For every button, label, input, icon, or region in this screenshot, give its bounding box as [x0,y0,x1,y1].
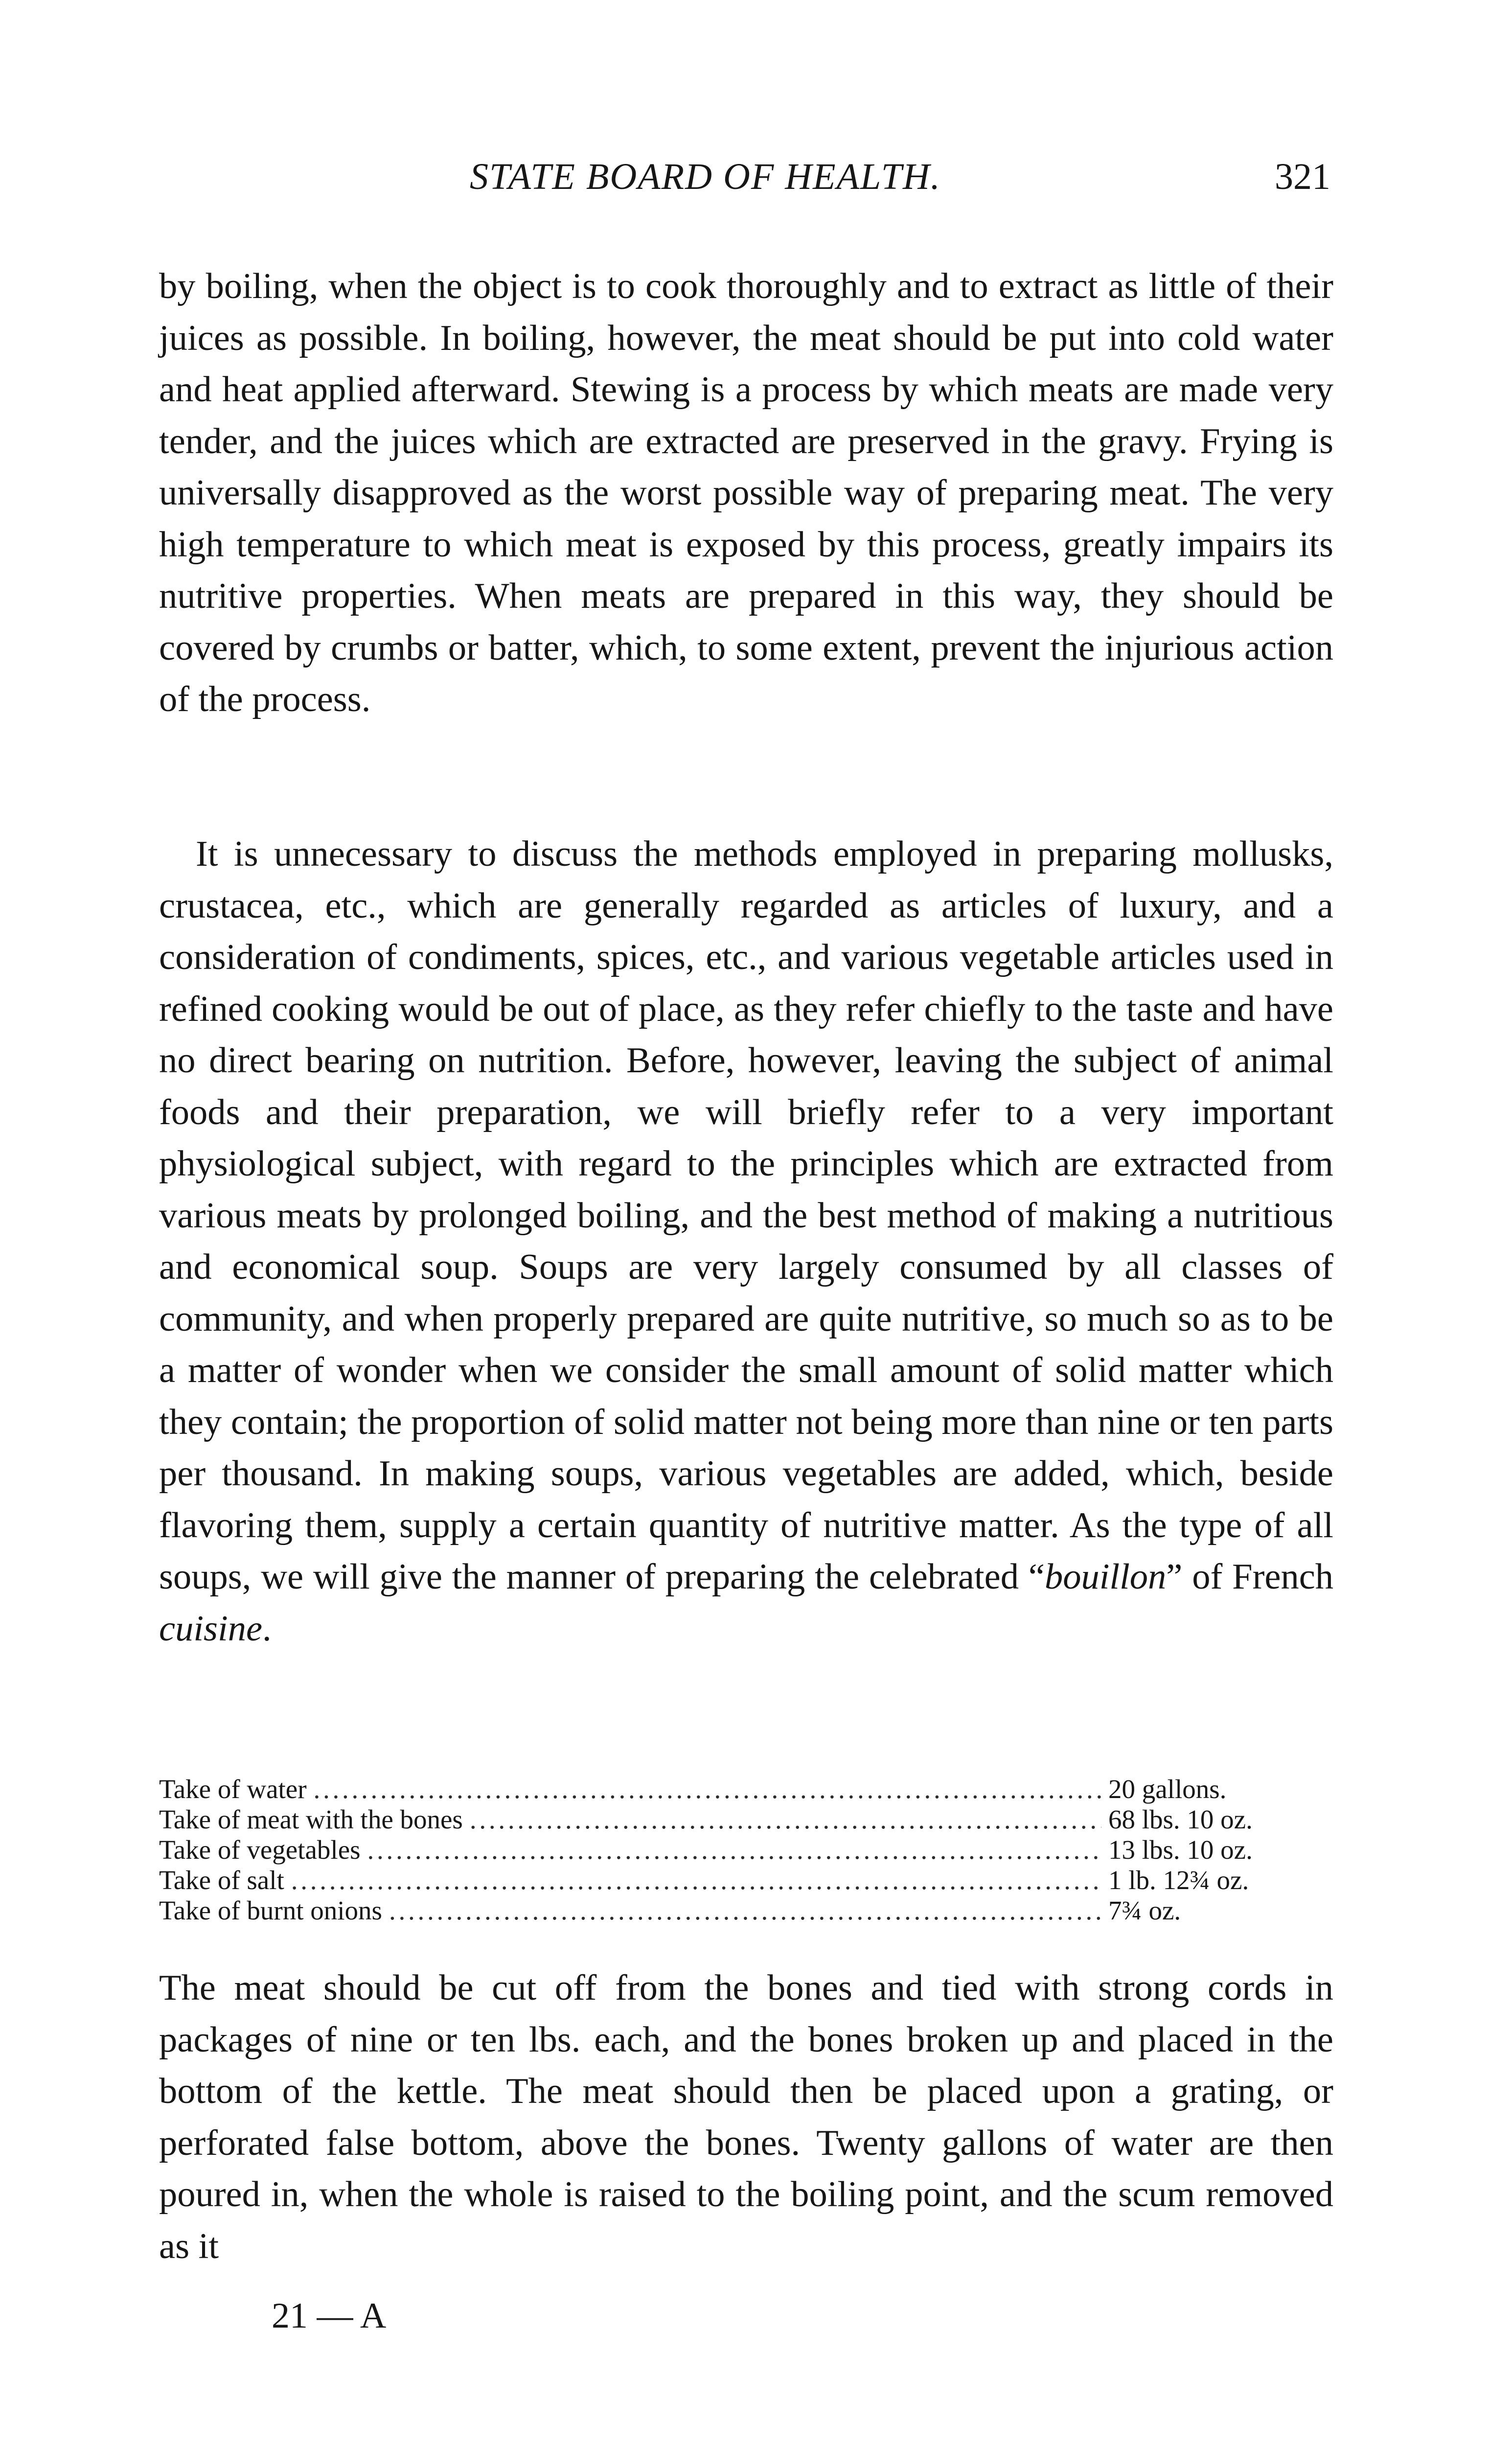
paragraph-2-middle: of French [1182,1557,1334,1597]
signature-mark: 21 — A [272,2296,387,2336]
recipe-row [159,1865,1333,1895]
paragraph-1: by boiling, when the object is to cook thoroughly and to extract as little of their juices as possible. In boiling, however, the meat should be put into cold water and heat applied afterward. Stewing is a process by which meats are made very tender, and the juices which are extracted are preserved in the gravy. Frying is universally disapproved as the worst possible way of preparing meat. The very high temperature to which meat is exposed by this process, greatly impairs its nutritive properties. When meats are prepared in this way, they should be covered by crumbs or batter, which, to some extent, prevent the injurious action of the process. [159,266,1333,719]
quote-open: “ [1028,1557,1045,1597]
dot-leader [470,1804,1101,1835]
running-title: STATE BOARD OF HEALTH. [470,156,941,197]
term-bouillon: bouillon [1044,1557,1167,1597]
recipe-row [159,1835,1333,1865]
recipe-quantity: 7¾ oz. [1108,1895,1181,1925]
recipe-item: Take of burnt onions [159,1895,382,1925]
paragraph-2 [159,829,1333,1655]
recipe-quantity: 13 lbs. 10 oz. [1108,1835,1253,1865]
recipe-quantity: 1 lb. 12¾ oz. [1108,1865,1249,1895]
term-cuisine: cuisine [159,1608,263,1649]
page-number: 321 [1275,156,1330,197]
recipe-item: Take of water [159,1774,307,1804]
recipe-item: Take of vegetables [159,1835,361,1865]
recipe-item: Take of salt [159,1865,284,1895]
recipe-quantity: 20 gallons. [1108,1774,1227,1804]
dot-leader [367,1835,1101,1865]
dot-leader [389,1895,1101,1926]
paragraph-3: The meat should be cut off from the bones and tied with strong cords in packages of nine or ten lbs. each, and the bones broken up and placed in the bottom of the kettle. The meat should then be placed upon a grating, or perforated false bottom, above the bones. Twenty gallons of water are then poured in, when the whole is raised to the boiling point, and the scum removed as it [159,1968,1333,2266]
recipe-row [159,1774,1333,1804]
recipe-row [159,1895,1333,1926]
recipe-row [159,1804,1333,1835]
paragraph-2-text: It is unnecessary to discuss the methods employed in preparing mollusks, crustacea, etc., which are generally regarded as articles of luxury, and a consideration of condiments, spices, etc., and various vegetable articles used in refined cooking would be out of place, as they refer chiefly to the taste and have no direct bearing on nutrition. Before, however, leaving the subject of animal foods and their preparation, we will briefly refer to a very important physiological subject, with regard to the principles which are extracted from various meats by prolonged boiling, and the best method of making a nutritious and economical soup. Soups are very largely consumed by all classes of community, and when properly prepared are quite nutritive, so much so as to be a matter of wonder when we consider the small amount of solid matter which they contain; the proportion of solid matter not being more than nine or ten parts per thousand. In making soups, various vegetables are added, which, beside flavoring them, supply a certain quantity of nutritive matter. As the type of all soups, we will give the manner of preparing the celebrated [159,834,1333,1597]
recipe-item: Take of meat with the bones [159,1804,463,1834]
recipe-table [159,1774,1333,1926]
paragraph-2-end: . [262,1608,272,1649]
dot-leader [314,1774,1101,1804]
dot-leader [291,1865,1101,1895]
recipe-quantity: 68 lbs. 10 oz. [1108,1804,1253,1834]
quote-close: ” [1166,1557,1183,1597]
